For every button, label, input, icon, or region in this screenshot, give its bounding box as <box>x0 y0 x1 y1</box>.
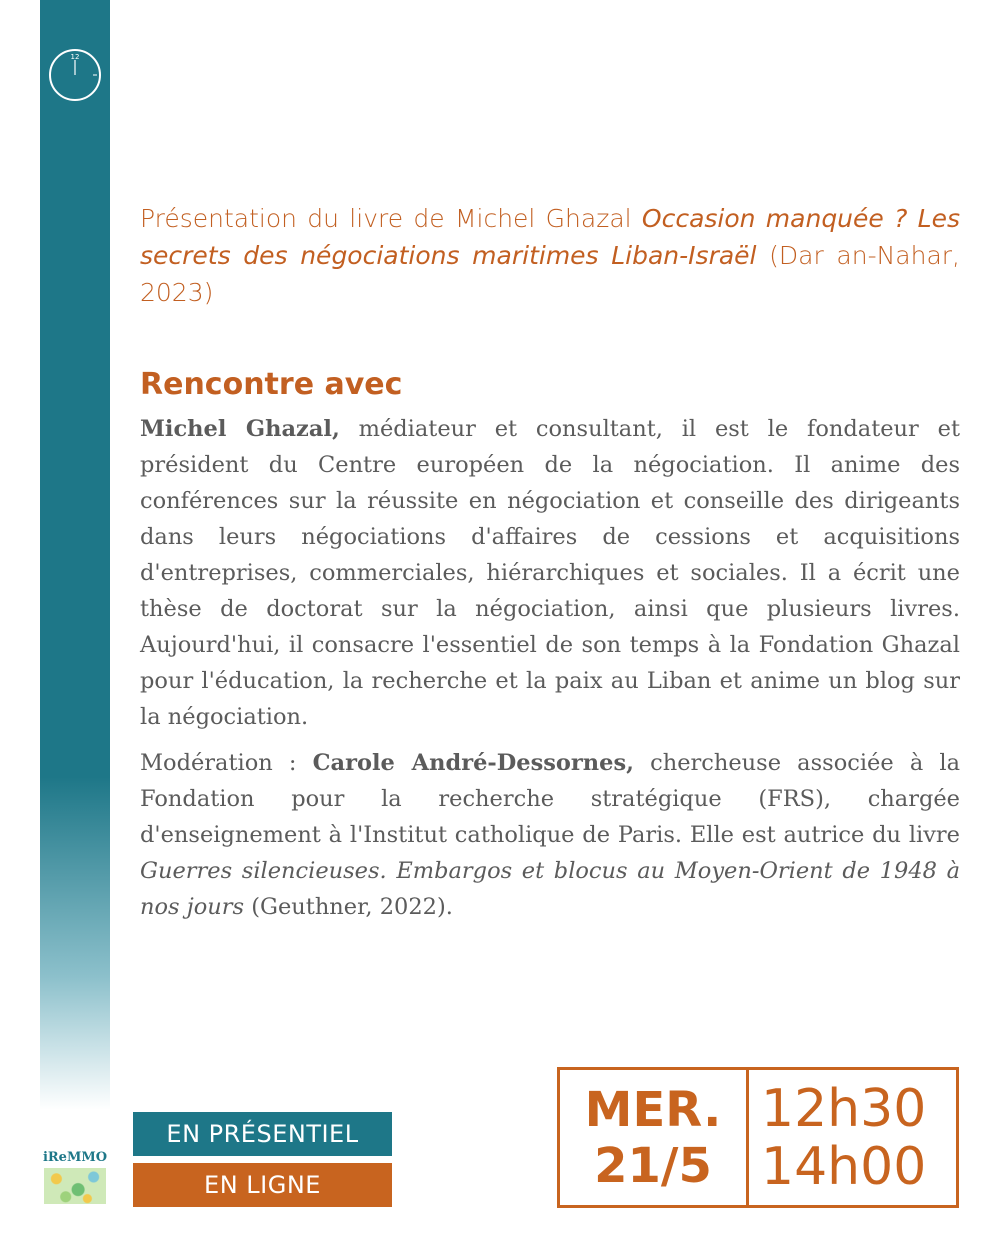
speaker-bio <box>140 411 960 735</box>
event-date <box>560 1070 749 1205</box>
iremmo-logo <box>42 1150 108 1208</box>
logo-mosaic-icon <box>44 1168 106 1204</box>
event-day: MER. <box>584 1081 722 1138</box>
moderator-book-title: Guerres silencieuses. Embargos et blocus au Moyen-Orient de 1948 à nos jours <box>140 858 960 920</box>
intro-prefix: Présentation du livre de Michel Ghazal <box>140 204 642 233</box>
main-content <box>140 200 960 935</box>
event-date-box <box>557 1067 959 1208</box>
speaker-bio-text: médiateur et consultant, il est le fondateur et président du Centre européen de la négociation. Il anime des conférences sur la réussite en négociation et conseille des dirigeants dans leurs négociations d'affaires de cessions et acquisitions d'entreprises, commerciales, hiérarchiques et sociales. Il a écrit une thèse de doctorat sur la négociation, ainsi que plusieurs livres. Aujourd'hui, il consacre l'essentiel de son temps à la Fondation Ghazal pour l'éducation, la recherche et la paix au Liban et anime un blog sur la négociation. <box>140 416 960 730</box>
speaker-name: Michel Ghazal, <box>140 416 340 442</box>
clock-icon <box>48 48 102 102</box>
book-title: Occasion manquée ? Les secrets des négociations maritimes Liban-Israël <box>140 204 960 270</box>
moderation-label: Modération : <box>140 750 313 776</box>
event-start-time: 12h30 <box>761 1078 927 1139</box>
section-heading: Rencontre avec <box>140 367 403 402</box>
logo-text: iReMMO <box>42 1150 108 1165</box>
clock-label: 12 <box>70 53 80 61</box>
book-presentation <box>140 200 960 311</box>
vertical-title: MIDI DE L'IREMMO <box>116 386 147 652</box>
event-end-time: 14h00 <box>761 1136 927 1197</box>
moderator-bio-text: chercheuse associée à la Fondation pour la recherche stratégique (FRS), chargée d'enseignement à l'Institut catholique de Paris. Elle est autrice du livre <box>140 750 960 848</box>
moderator-book-suffix: (Geuthner, 2022). <box>244 894 453 920</box>
in-person-badge: EN PRÉSENTIEL <box>133 1112 392 1156</box>
online-badge: EN LIGNE <box>133 1163 392 1207</box>
event-time <box>749 1070 956 1205</box>
intro-suffix: (Dar an-Nahar, 2023) <box>140 241 961 307</box>
sidebar-band <box>40 0 147 1110</box>
event-day-number: 21/5 <box>594 1137 712 1194</box>
moderator-name: Carole André-Dessornes, <box>312 750 634 776</box>
moderator-bio <box>140 745 960 925</box>
